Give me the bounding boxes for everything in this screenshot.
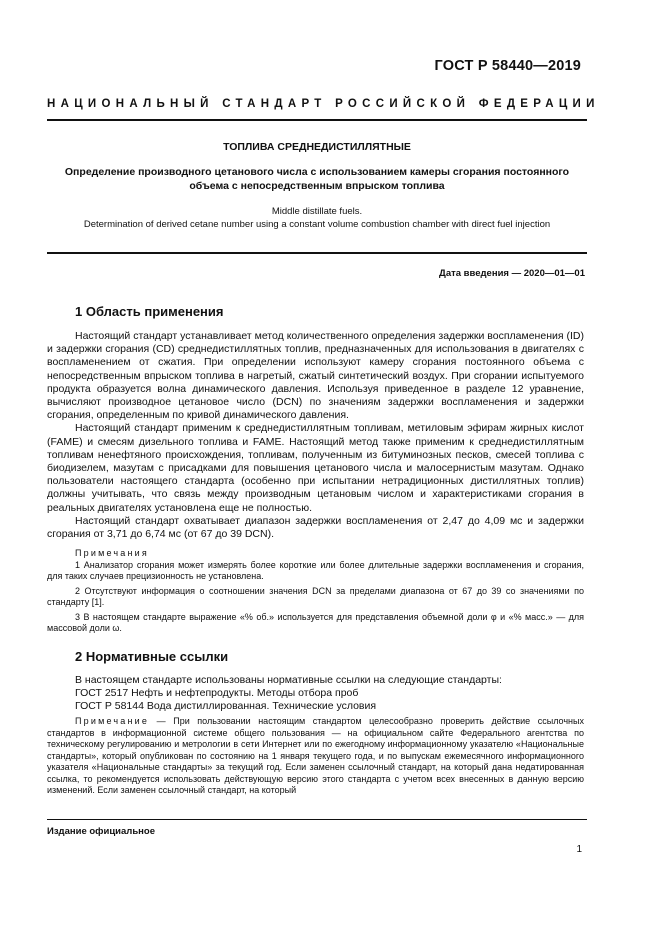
section-2-body [47, 674, 584, 714]
section-1-body [47, 330, 584, 541]
document-title: ТОПЛИВА СРЕДНЕДИСТИЛЛЯТНЫЕ [223, 141, 411, 153]
notes-label: Примечания [75, 548, 149, 558]
section-1-heading: 1 Область применения [75, 304, 224, 319]
note-item: 2 Отсутствуют информация о соотношении значения DCN за пределами диапазона от 67 до 39 со значениями по стандарту [1]. [47, 585, 584, 607]
official-edition-label: Издание официальное [47, 826, 155, 837]
reference-item: ГОСТ 2517 Нефть и нефтепродукты. Методы отбора проб [75, 687, 359, 700]
section-2-note [47, 716, 584, 797]
national-standard-header: НАЦИОНАЛЬНЫЙ СТАНДАРТ РОССИЙСКОЙ ФЕДЕРАЦИИ [47, 98, 600, 110]
paragraph: Настоящий стандарт охватывает диапазон задержки воспламенения от 2,47 до 4,09 мс и задержки сгорания от 3,71 до 6,74 мс (от 67 до 39 DCN). [47, 514, 584, 541]
note-label: Примечание [75, 716, 150, 726]
english-title [47, 205, 587, 231]
title-divider [47, 252, 587, 254]
top-divider [47, 119, 587, 121]
gost-number: ГОСТ Р 58440—2019 [434, 58, 581, 74]
document-subtitle: Определение производного цетанового числа с использованием камеры сгорания постоянного объема с непосредственным впрыском топлива [64, 166, 570, 192]
section-1-notes [47, 548, 584, 635]
section-2-heading: 2 Нормативные ссылки [75, 649, 229, 664]
introduction-date: Дата введения — 2020—01—01 [439, 268, 585, 279]
note-item: 3 В настоящем стандарте выражение «% об.» используется для представления объемной доли φ и «% масс.» — для массовой доли ω. [47, 611, 584, 633]
paragraph: Настоящий стандарт применим к среднедистиллятным топливам, метиловым эфирам жирных кислот (FAME) и смесям дизельного топлива и FAME. Настоящий метод также применим к среднедистиллятным топливам ненефтяного происхождения, топливам, полученным из битуминозных песков, смесей топлива с биодизелем, мазутам с присадками для повышения цетанового числа и малосернистым мазутам. Однако пользователи настоящего стандарта (особенно при испытании нетрадиционных дистиллятных топлив) должны учитывать, что связь между производным цетановым числом и характеристиками сгорания в реальных двигателях установлена еще не полностью. [47, 422, 584, 514]
english-title-line-1: Middle distillate fuels. [271, 206, 363, 217]
paragraph: Настоящий стандарт устанавливает метод количественного определения задержки воспламенения (ID) и задержки сгорания (CD) среднедистиллятных топлив, предназначенных для использования в двигателях с воспламенением от сжатия. При определении используют камеру сгорания постоянного объема с непосредственным впрыском топлива в нагретый, сжатый синтетический воздух. При сгорании испытуемого продукта образуется волна динамического давления. Используя приведенное в разделе 12 уравнение, вычисляют производное цетановое число (DCN) по значениям задержки воспламенения и задержки сгорания, определенным по кривой динамического давления. [47, 330, 584, 422]
english-title-line-2: Determination of derived cetane number using a constant volume combustion chamber with direct fuel injection [83, 219, 551, 230]
section-2-intro: В настоящем стандарте использованы нормативные ссылки на следующие стандарты: [75, 674, 502, 686]
reference-item: ГОСТ Р 58144 Вода дистиллированная. Технические условия [75, 700, 377, 713]
note-text: — При пользовании настоящим стандартом целесообразно проверить действие ссылочных стандартов в информационной системе общего пользования — на официальном сайте Федерального агентства по техническому регулированию и метрологии в сети Интернет или по ежегодному информационному указателю «Национальные стандарты», который опубликован по состоянию на 1 января текущего года, и по выпускам ежемесячного информационного указателя «Национальные стандарты» за текущий год. Если заменен ссылочный стандарт, на который дана недатированная ссылка, то рекомендуется использовать действующую версию этого стандарта с учетом всех внесенных в данную версию изменений. Если заменен ссылочный стандарт, на который [47, 716, 584, 795]
note-item: 1 Анализатор сгорания может измерять более короткие или более длительные задержки воспламенения и сгорания, для таких случаев прецизионность не установлена. [47, 559, 584, 581]
page-number: 1 [576, 844, 582, 855]
footer-divider [47, 819, 587, 820]
